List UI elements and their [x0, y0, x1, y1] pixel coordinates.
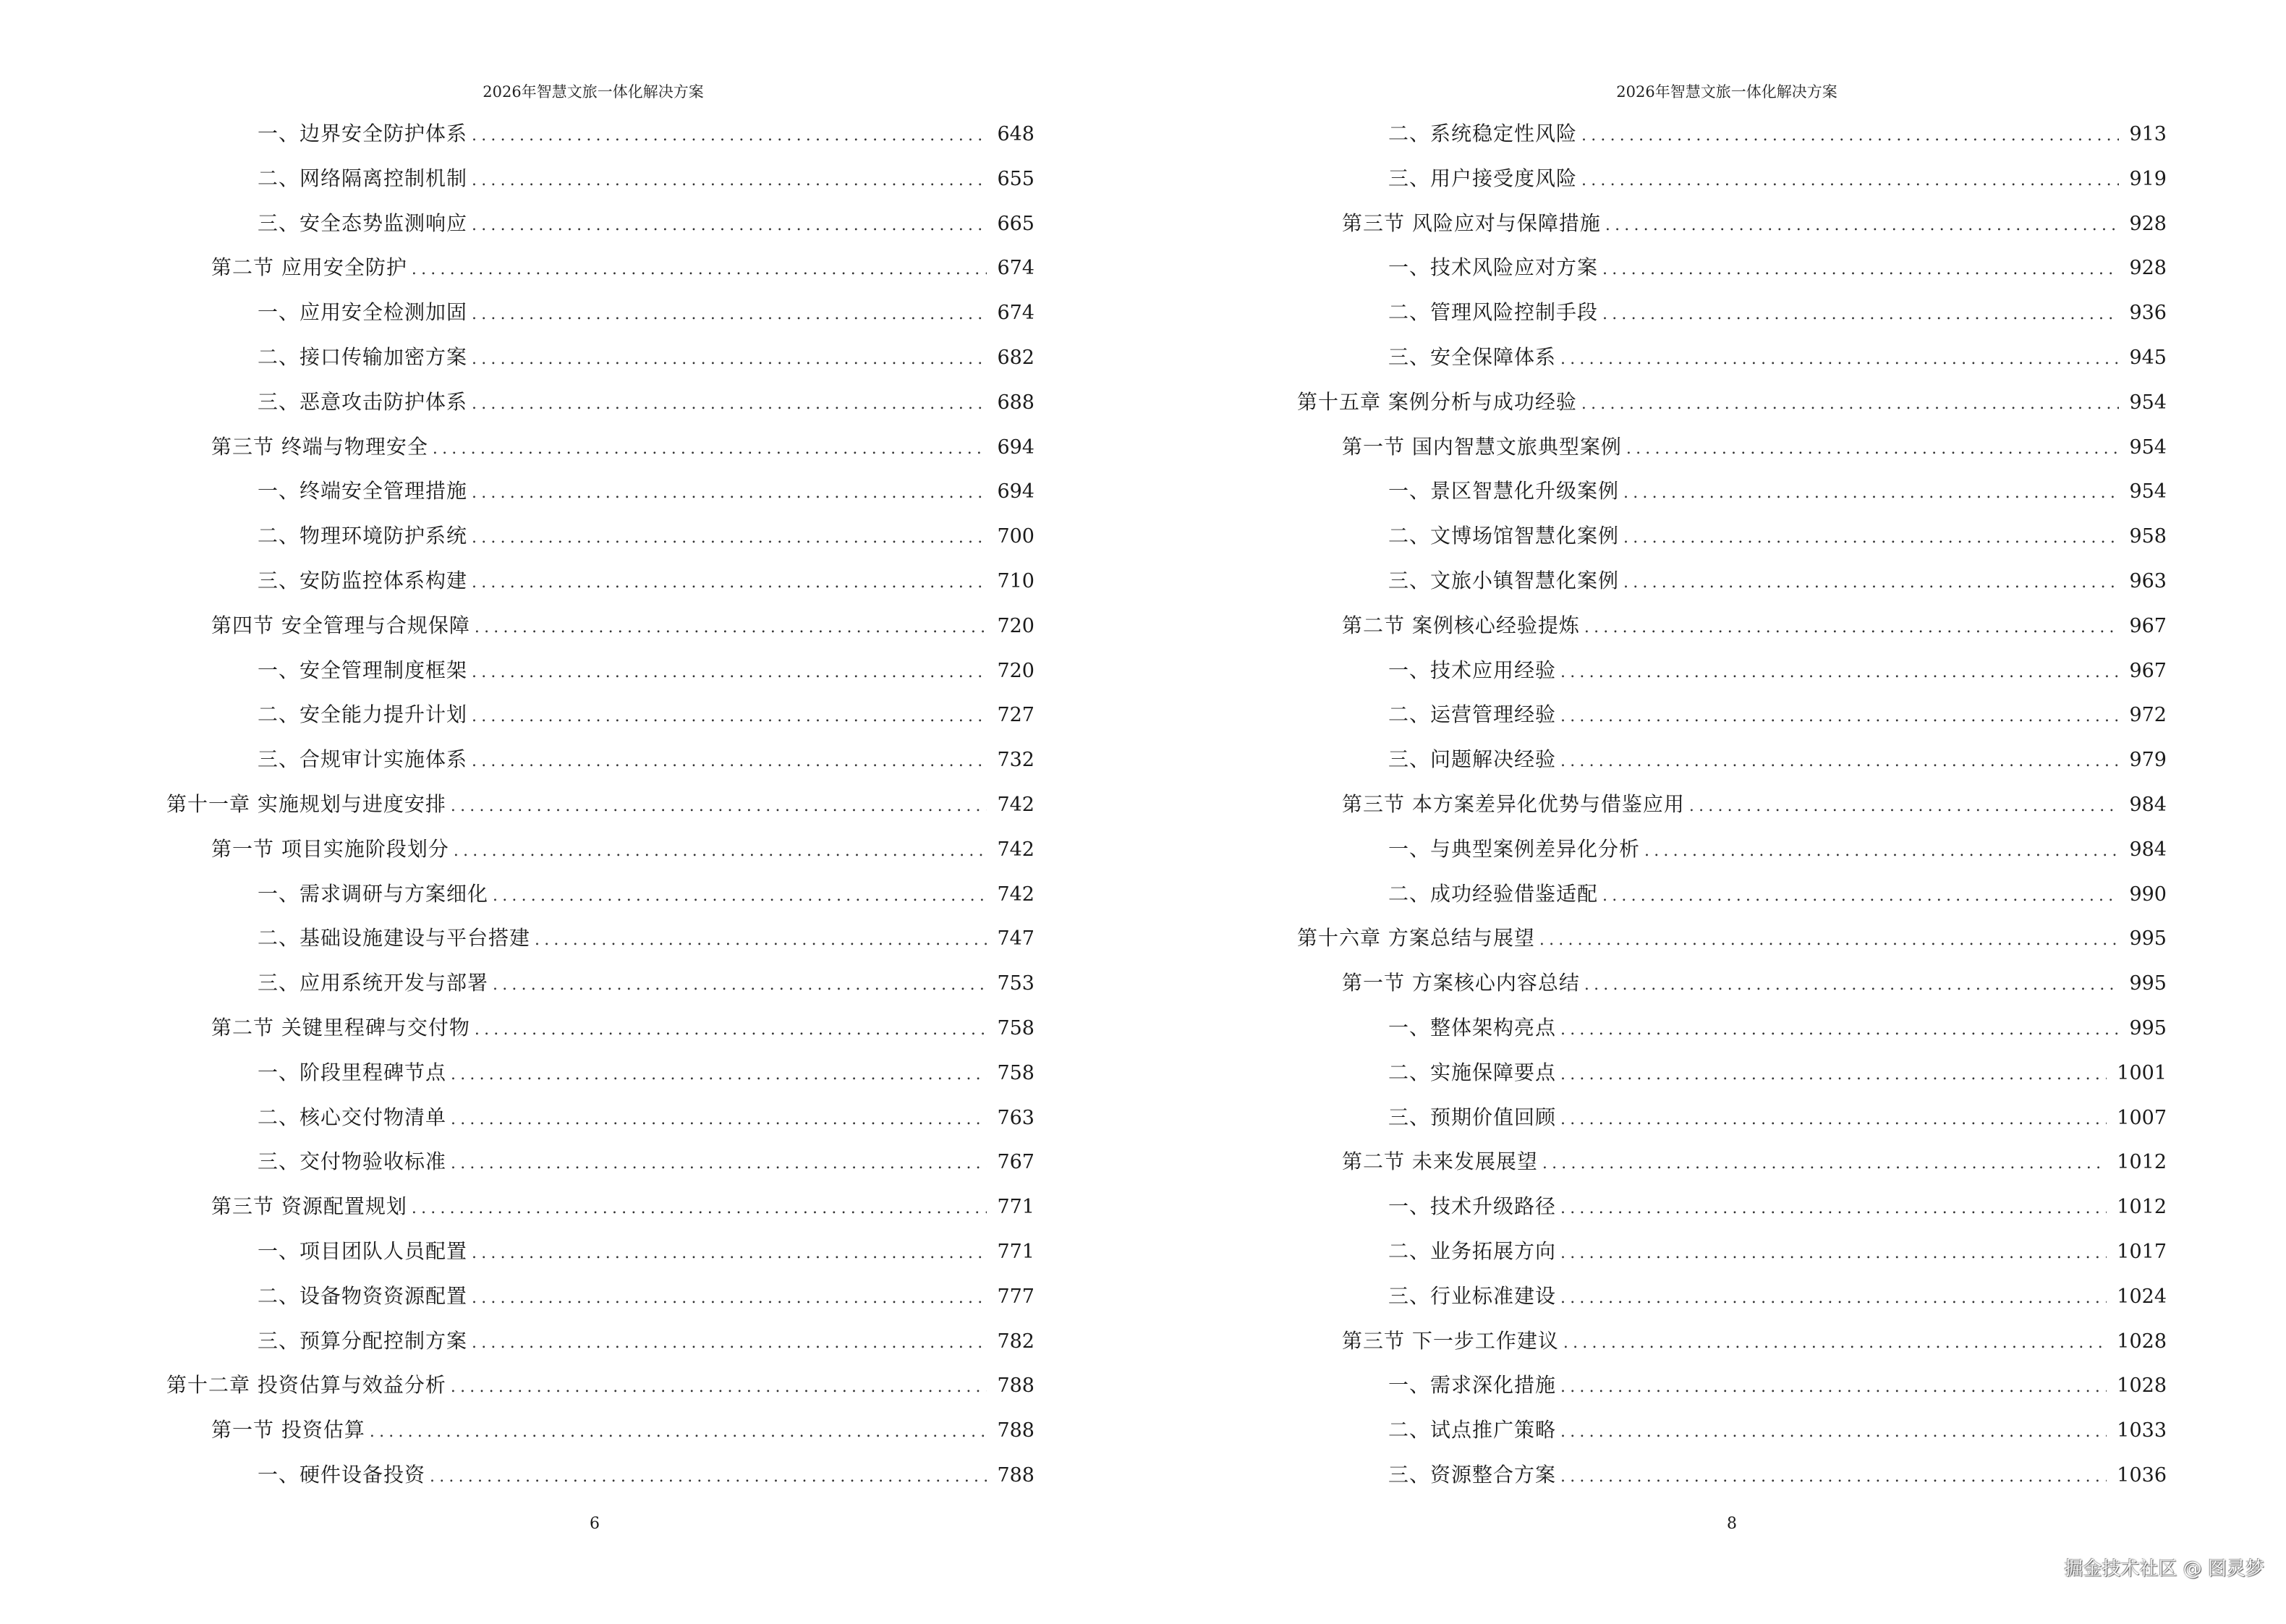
toc-entry-title: 第十二章 投资估算与效益分析: [166, 1373, 446, 1398]
toc-entry-title: 一、应用安全检测加固: [258, 300, 468, 325]
page-number: 6: [590, 1515, 600, 1533]
toc-entry-title: 二、核心交付物清单: [258, 1105, 447, 1129]
dot-leader: [493, 874, 987, 919]
toc-entry-title: 第三节 终端与物理安全: [211, 434, 428, 459]
toc-entry-page-number: 995: [2129, 972, 2167, 995]
toc-entry-title: 三、行业标准建设: [1388, 1283, 1557, 1308]
dot-leader: [472, 114, 987, 158]
toc-entry-page-number: 1012: [2117, 1196, 2167, 1219]
dot-leader: [1623, 516, 2119, 561]
toc-entry-page-number: 788: [997, 1419, 1034, 1442]
toc-entry-title: 第一节 投资估算: [211, 1418, 365, 1442]
toc-entry-page-number: 958: [2129, 525, 2167, 548]
dot-leader: [1623, 561, 2119, 605]
toc-entry-subsection[interactable]: [1297, 1229, 2167, 1274]
toc-entry-title: 二、安全能力提升计划: [258, 702, 468, 727]
toc-entry-page-number: 720: [997, 614, 1034, 637]
toc-entry-page-number: 648: [997, 123, 1034, 145]
dot-leader: [430, 1455, 987, 1500]
toc-entry-subsection[interactable]: [166, 961, 1034, 1006]
toc-entry-subsection[interactable]: [166, 872, 1034, 917]
dot-leader: [1560, 739, 2119, 784]
toc-entry-section[interactable]: [166, 1184, 1034, 1229]
toc-entry-section[interactable]: [1297, 603, 2167, 648]
dot-leader: [451, 784, 987, 829]
toc-entry-page-number: 771: [997, 1196, 1034, 1219]
toc-entry-page-number: 928: [2129, 212, 2167, 235]
toc-entry-title: 一、需求深化措施: [1388, 1373, 1557, 1398]
dot-leader: [1542, 1142, 2107, 1186]
dot-leader: [1560, 1008, 2119, 1053]
dot-leader: [1584, 963, 2120, 1008]
toc-entry-page-number: 758: [997, 1061, 1034, 1084]
toc-entry-subsection[interactable]: [166, 1095, 1034, 1140]
toc-entry-title: 一、技术应用经验: [1388, 658, 1557, 682]
toc-entry-subsection[interactable]: [166, 1453, 1034, 1497]
dot-leader: [433, 427, 987, 472]
dot-leader: [472, 650, 987, 695]
toc-entry-subsection[interactable]: [166, 1319, 1034, 1364]
toc-entry-title: 二、网络隔离控制机制: [258, 166, 468, 190]
dot-leader: [451, 1142, 987, 1186]
toc-entry-subsection[interactable]: [166, 1139, 1034, 1184]
toc-entry-title: 二、基础设施建设与平台搭建: [258, 926, 531, 951]
dot-leader: [1560, 650, 2119, 695]
toc-entry-title: 二、实施保障要点: [1388, 1060, 1557, 1084]
toc-entry-page-number: 979: [2129, 749, 2167, 772]
toc-entry-subsection[interactable]: [166, 156, 1034, 201]
toc-entry-title: 三、应用系统开发与部署: [258, 971, 489, 995]
toc-entry-title: 第二节 应用安全防护: [211, 255, 407, 280]
toc-entry-page-number: 1007: [2117, 1106, 2167, 1129]
toc-entry-page-number: 665: [997, 212, 1034, 235]
toc-entry-title: 第一节 方案核心内容总结: [1342, 971, 1580, 995]
toc-entry-title: 第四节 安全管理与合规保障: [211, 613, 470, 637]
dot-leader: [412, 1186, 987, 1231]
dot-leader: [475, 1008, 987, 1053]
toc-entry-title: 第十六章 方案总结与展望: [1297, 926, 1535, 951]
toc-entry-section[interactable]: [166, 425, 1034, 469]
toc-entry-title: 三、安全态势监测响应: [258, 211, 468, 235]
toc-entry-section[interactable]: [166, 1408, 1034, 1453]
toc-entry-chapter[interactable]: [166, 782, 1034, 827]
toc-entry-title: 第三节 风险应对与保障措施: [1342, 211, 1601, 235]
toc-entry-page-number: 674: [997, 257, 1034, 280]
dot-leader: [472, 1276, 987, 1321]
toc-entry-subsection[interactable]: [1297, 111, 2167, 156]
toc-entry-title: 第二节 未来发展展望: [1342, 1149, 1538, 1174]
running-header: 2026年智慧文旅一体化解决方案: [1616, 83, 1837, 101]
dot-leader: [472, 561, 987, 605]
dot-leader: [1644, 829, 2119, 874]
toc-entry-subsection[interactable]: [166, 1229, 1034, 1274]
dot-leader: [1605, 203, 2120, 248]
toc-entry-subsection[interactable]: [1297, 648, 2167, 693]
toc-entry-page-number: 771: [997, 1240, 1034, 1263]
toc-entry-title: 第一节 国内智慧文旅典型案例: [1342, 434, 1622, 459]
toc-entry-section[interactable]: [1297, 1139, 2167, 1184]
dot-leader: [1581, 114, 2119, 158]
toc-entry-page-number: 727: [997, 704, 1034, 727]
toc-entry-subsection[interactable]: [166, 290, 1034, 335]
dot-leader: [472, 1321, 987, 1366]
toc-entry-page-number: 945: [2129, 346, 2167, 369]
dot-leader: [1602, 874, 2119, 919]
toc-entry-title: 第二节 关键里程碑与交付物: [211, 1015, 470, 1040]
toc-entry-page-number: 700: [997, 525, 1034, 548]
toc-entry-title: 二、系统稳定性风险: [1388, 122, 1578, 145]
toc-entry-page-number: 747: [997, 927, 1034, 951]
toc-entry-section[interactable]: [1297, 1319, 2167, 1364]
toc-entry-page-number: 1012: [2117, 1151, 2167, 1174]
dot-leader: [1623, 471, 2119, 516]
toc-entry-page-number: 767: [997, 1151, 1034, 1174]
toc-entry-page-number: 954: [2129, 435, 2167, 459]
dot-leader: [1581, 158, 2119, 203]
dot-leader: [451, 1097, 987, 1142]
dot-leader: [1560, 1186, 2107, 1231]
toc-entry-title: 三、预算分配控制方案: [258, 1328, 468, 1353]
toc-entry-title: 第二节 案例核心经验提炼: [1342, 613, 1580, 637]
toc-entry-title: 三、预期价值回顾: [1388, 1105, 1557, 1129]
toc-entry-title: 一、景区智慧化升级案例: [1388, 479, 1620, 503]
toc-entry-subsection[interactable]: [166, 1274, 1034, 1319]
toc-entry-title: 二、业务拓展方向: [1388, 1238, 1557, 1263]
toc-entry-title: 第三节 本方案差异化优势与借鉴应用: [1342, 791, 1685, 816]
toc-entry-page-number: 936: [2129, 302, 2167, 325]
toc-entry-subsection[interactable]: [1297, 156, 2167, 201]
toc-entry-page-number: 963: [2129, 569, 2167, 592]
dot-leader: [472, 516, 987, 561]
toc-entry-page-number: 688: [997, 391, 1034, 414]
toc-entry-page-number: 782: [997, 1330, 1034, 1353]
dot-leader: [1584, 605, 2120, 650]
dot-leader: [412, 247, 987, 292]
toc-entry-subsection[interactable]: [1297, 737, 2167, 782]
toc-entry-section[interactable]: [1297, 782, 2167, 827]
dot-leader: [1560, 1455, 2107, 1500]
toc-entry-title: 三、安全保障体系: [1388, 344, 1557, 369]
dot-leader: [454, 829, 987, 874]
toc-entry-subsection[interactable]: [1297, 1408, 2167, 1453]
toc-entry-page-number: 694: [997, 480, 1034, 503]
toc-entry-title: 三、用户接受度风险: [1388, 166, 1578, 190]
toc-entry-page-number: 954: [2129, 391, 2167, 414]
dot-leader: [1689, 784, 2120, 829]
toc-entry-title: 三、恶意攻击防护体系: [258, 389, 468, 414]
toc-entry-title: 一、整体架构亮点: [1388, 1015, 1557, 1040]
toc-entry-title: 一、安全管理制度框架: [258, 658, 468, 682]
dot-leader: [1560, 1053, 2107, 1097]
toc-entry-subsection[interactable]: [1297, 1363, 2167, 1408]
toc-list: [166, 111, 1034, 1497]
toc-entry-subsection[interactable]: [1297, 1274, 2167, 1319]
toc-entry-page-number: 913: [2129, 123, 2167, 145]
toc-entry-title: 一、技术风险应对方案: [1388, 255, 1599, 280]
toc-entry-page-number: 984: [2129, 793, 2167, 816]
toc-entry-page-number: 742: [997, 838, 1034, 861]
toc-entry-subsection[interactable]: [1297, 245, 2167, 290]
toc-entry-chapter[interactable]: [1297, 916, 2167, 961]
toc-entry-page-number: 788: [997, 1374, 1034, 1398]
toc-entry-subsection[interactable]: [1297, 1006, 2167, 1050]
dot-leader: [475, 605, 987, 650]
toc-entry-title: 一、硬件设备投资: [258, 1462, 426, 1487]
toc-entry-title: 二、管理风险控制手段: [1388, 300, 1599, 325]
dot-leader: [1581, 382, 2120, 427]
dot-leader: [472, 158, 987, 203]
toc-entry-subsection[interactable]: [1297, 558, 2167, 603]
toc-entry-section[interactable]: [166, 827, 1034, 872]
toc-entry-page-number: 742: [997, 883, 1034, 906]
toc-list: [1297, 111, 2167, 1497]
toc-entry-title: 一、终端安全管理措施: [258, 479, 468, 503]
toc-entry-subsection[interactable]: [1297, 290, 2167, 335]
dot-leader: [370, 1410, 987, 1455]
dot-leader: [1602, 292, 2119, 337]
toc-entry-page-number: 919: [2129, 167, 2167, 190]
toc-entry-page-number: 720: [997, 659, 1034, 682]
dot-leader: [472, 203, 987, 248]
toc-entry-subsection[interactable]: [166, 1050, 1034, 1095]
toc-entry-page-number: 758: [997, 1016, 1034, 1040]
toc-entry-page-number: 674: [997, 302, 1034, 325]
toc-entry-title: 一、需求调研与方案细化: [258, 881, 489, 906]
toc-entry-page-number: 1028: [2117, 1330, 2167, 1353]
toc-entry-title: 三、合规审计实施体系: [258, 747, 468, 772]
dot-leader: [1560, 1276, 2107, 1321]
toc-entry-page-number: 682: [997, 346, 1034, 369]
toc-entry-subsection[interactable]: [1297, 514, 2167, 558]
toc-entry-chapter[interactable]: [166, 1363, 1034, 1408]
dot-leader: [472, 694, 987, 739]
toc-entry-page-number: 763: [997, 1106, 1034, 1129]
toc-entry-title: 第三节 下一步工作建议: [1342, 1328, 1559, 1353]
toc-entry-page-number: 1017: [2117, 1240, 2167, 1263]
toc-page-right: [1143, 0, 2286, 1624]
toc-entry-title: 第十五章 案例分析与成功经验: [1297, 389, 1577, 414]
toc-entry-page-number: 967: [2129, 614, 2167, 637]
toc-entry-page-number: 972: [2129, 704, 2167, 727]
toc-entry-page-number: 995: [2129, 927, 2167, 951]
toc-entry-title: 二、试点推广策略: [1388, 1418, 1557, 1442]
toc-entry-subsection[interactable]: [1297, 335, 2167, 380]
dot-leader: [1560, 694, 2119, 739]
toc-entry-section[interactable]: [1297, 425, 2167, 469]
page-number: 8: [1727, 1515, 1737, 1533]
dot-leader: [472, 739, 987, 784]
toc-entry-title: 三、资源整合方案: [1388, 1462, 1557, 1487]
toc-entry-title: 一、边界安全防护体系: [258, 122, 468, 145]
toc-entry-page-number: 1036: [2117, 1463, 2167, 1487]
toc-entry-page-number: 995: [2129, 1016, 2167, 1040]
dot-leader: [1560, 1231, 2107, 1276]
toc-entry-subsection[interactable]: [1297, 692, 2167, 737]
dot-leader: [1626, 427, 2120, 472]
dot-leader: [1560, 1365, 2107, 1410]
dot-leader: [451, 1365, 987, 1410]
toc-entry-page-number: 753: [997, 972, 1034, 995]
toc-entry-subsection[interactable]: [166, 916, 1034, 961]
toc-entry-section[interactable]: [166, 1006, 1034, 1050]
toc-entry-section[interactable]: [1297, 961, 2167, 1006]
toc-entry-title: 二、设备物资资源配置: [258, 1283, 468, 1308]
toc-entry-title: 三、安防监控体系构建: [258, 568, 468, 592]
dot-leader: [1560, 1097, 2107, 1142]
dot-leader: [1563, 1321, 2107, 1366]
toc-entry-title: 一、阶段里程碑节点: [258, 1060, 447, 1084]
toc-entry-page-number: 788: [997, 1463, 1034, 1487]
dot-leader: [451, 1053, 987, 1097]
toc-entry-page-number: 732: [997, 749, 1034, 772]
toc-entry-title: 三、文旅小镇智慧化案例: [1388, 568, 1620, 592]
toc-entry-title: 一、技术升级路径: [1388, 1194, 1557, 1219]
toc-entry-section[interactable]: [166, 245, 1034, 290]
toc-entry-subsection[interactable]: [166, 469, 1034, 514]
toc-entry-page-number: 777: [997, 1285, 1034, 1308]
toc-entry-title: 一、与典型案例差异化分析: [1388, 836, 1641, 861]
toc-entry-subsection[interactable]: [1297, 1453, 2167, 1497]
toc-entry-page-number: 694: [997, 435, 1034, 459]
toc-entry-page-number: 954: [2129, 480, 2167, 503]
toc-entry-subsection[interactable]: [166, 558, 1034, 603]
watermark: 掘金技术社区 @ 图灵梦: [2064, 1558, 2264, 1580]
dot-leader: [472, 471, 987, 516]
dot-leader: [1539, 918, 2120, 963]
toc-entry-page-number: 1024: [2117, 1285, 2167, 1308]
toc-entry-subsection[interactable]: [1297, 469, 2167, 514]
toc-entry-page-number: 1001: [2117, 1061, 2167, 1084]
toc-entry-page-number: 984: [2129, 838, 2167, 861]
toc-entry-title: 第三节 资源配置规划: [211, 1194, 407, 1219]
toc-entry-title: 二、接口传输加密方案: [258, 344, 468, 369]
dot-leader: [1602, 247, 2119, 292]
toc-entry-subsection[interactable]: [1297, 1050, 2167, 1095]
dot-leader: [472, 382, 987, 427]
dot-leader: [535, 918, 987, 963]
toc-entry-page-number: 742: [997, 793, 1034, 816]
dot-leader: [472, 292, 987, 337]
toc-entry-title: 二、文博场馆智慧化案例: [1388, 524, 1620, 548]
toc-entry-title: 二、运营管理经验: [1388, 702, 1557, 727]
dot-leader: [1560, 1410, 2107, 1455]
toc-entry-title: 二、物理环境防护系统: [258, 524, 468, 548]
toc-entry-subsection[interactable]: [1297, 827, 2167, 872]
toc-entry-title: 第十一章 实施规划与进度安排: [166, 791, 446, 816]
toc-entry-page-number: 967: [2129, 659, 2167, 682]
toc-entry-section[interactable]: [1297, 201, 2167, 246]
toc-entry-chapter[interactable]: [1297, 380, 2167, 425]
toc-entry-subsection[interactable]: [1297, 1095, 2167, 1140]
toc-entry-page-number: 928: [2129, 257, 2167, 280]
toc-entry-title: 二、成功经验借鉴适配: [1388, 881, 1599, 906]
toc-entry-subsection[interactable]: [1297, 1184, 2167, 1229]
dot-leader: [1560, 337, 2119, 382]
running-header: 2026年智慧文旅一体化解决方案: [483, 83, 704, 101]
toc-entry-subsection[interactable]: [166, 648, 1034, 693]
toc-entry-title: 三、交付物验收标准: [258, 1149, 447, 1174]
toc-entry-subsection[interactable]: [1297, 872, 2167, 917]
toc-entry-title: 三、问题解决经验: [1388, 747, 1557, 772]
toc-entry-subsection[interactable]: [166, 692, 1034, 737]
toc-entry-section[interactable]: [166, 603, 1034, 648]
toc-entry-subsection[interactable]: [166, 514, 1034, 558]
toc-entry-page-number: 990: [2129, 883, 2167, 906]
toc-entry-subsection[interactable]: [166, 201, 1034, 246]
toc-entry-subsection[interactable]: [166, 111, 1034, 156]
dot-leader: [472, 337, 987, 382]
toc-entry-page-number: 1033: [2117, 1419, 2167, 1442]
dot-leader: [493, 963, 987, 1008]
dot-leader: [472, 1231, 987, 1276]
toc-entry-page-number: 655: [997, 167, 1034, 190]
toc-entry-subsection[interactable]: [166, 737, 1034, 782]
toc-entry-title: 一、项目团队人员配置: [258, 1238, 468, 1263]
toc-entry-subsection[interactable]: [166, 380, 1034, 425]
toc-entry-page-number: 1028: [2117, 1374, 2167, 1398]
toc-entry-subsection[interactable]: [166, 335, 1034, 380]
toc-entry-page-number: 710: [997, 569, 1034, 592]
toc-entry-title: 第一节 项目实施阶段划分: [211, 836, 449, 861]
